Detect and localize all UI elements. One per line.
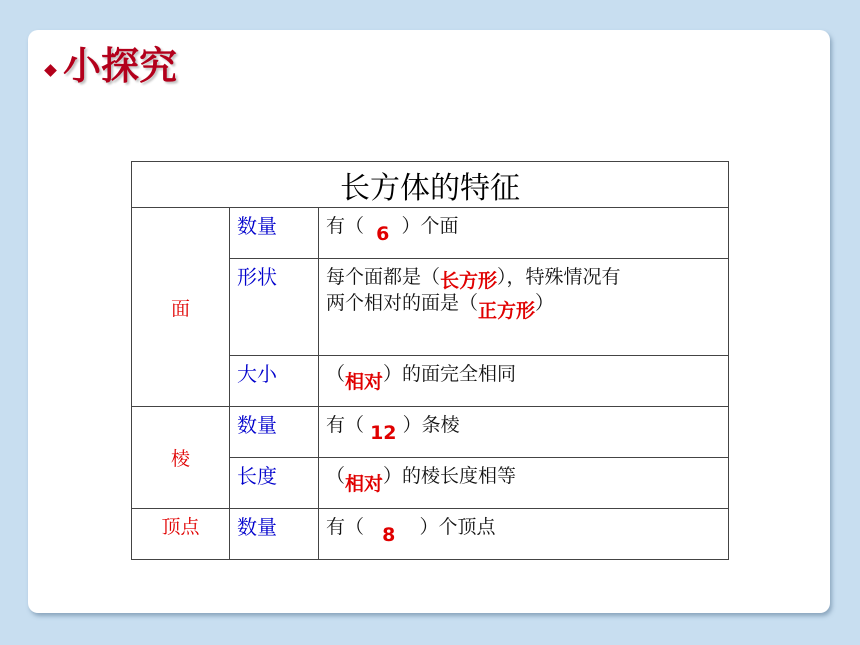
text-suffix: ）的棱长度相等: [383, 465, 517, 487]
table-row: [132, 208, 729, 259]
attribute-face-count: 数量: [230, 208, 319, 259]
text-prefix: （: [326, 363, 346, 385]
answer-face-count: 6: [376, 223, 390, 245]
answer-face-shape-2: 正方形: [478, 300, 536, 322]
text-prefix: 有（: [326, 516, 365, 538]
description-face-size: [319, 356, 729, 407]
text-prefix: （: [326, 465, 346, 487]
description-face-count: [319, 208, 729, 259]
table-row: [132, 509, 729, 560]
text-suffix: ）个面: [401, 215, 459, 237]
text-suffix: ）的面完全相同: [383, 363, 517, 385]
answer-edge-length: 相对: [345, 473, 384, 495]
text-suffix: ）: [535, 292, 555, 314]
diamond-bullet-icon: [44, 64, 57, 77]
attribute-face-size: 大小: [230, 356, 319, 407]
answer-face-size: 相对: [345, 371, 384, 393]
description-edge-count: [319, 407, 729, 458]
shape-line-2: [326, 290, 724, 322]
answer-face-shape-1: 长方形: [440, 270, 498, 292]
text-prefix: 有（: [326, 414, 365, 436]
answer-edge-count: 12: [370, 422, 397, 444]
attribute-edge-count: 数量: [230, 407, 319, 458]
shape-line-1: [326, 264, 724, 290]
table-row: [132, 407, 729, 458]
table-heading: 长方体的特征: [132, 162, 729, 208]
page-title: [46, 44, 177, 88]
text-prefix: 两个相对的面是（: [326, 292, 479, 314]
text-prefix: 有（: [326, 215, 365, 237]
page-title-text: 小探究: [63, 43, 178, 88]
category-vertex: 顶点: [132, 509, 230, 560]
description-vertex-count: [319, 509, 729, 560]
description-edge-length: [319, 458, 729, 509]
attribute-face-shape: 形状: [230, 259, 319, 356]
text-suffix: ）条棱: [402, 414, 460, 436]
category-edge: 棱: [132, 407, 230, 509]
text-suffix: ）个顶点: [419, 516, 496, 538]
category-face: 面: [132, 208, 230, 407]
cuboid-features-table: [131, 161, 729, 560]
attribute-vertex-count: 数量: [230, 509, 319, 560]
text-suffix: ），特殊情况有: [497, 266, 621, 288]
answer-vertex-count: 8: [382, 524, 396, 546]
description-face-shape: [319, 259, 729, 356]
text-prefix: 每个面都是（: [326, 266, 441, 288]
attribute-edge-length: 长度: [230, 458, 319, 509]
